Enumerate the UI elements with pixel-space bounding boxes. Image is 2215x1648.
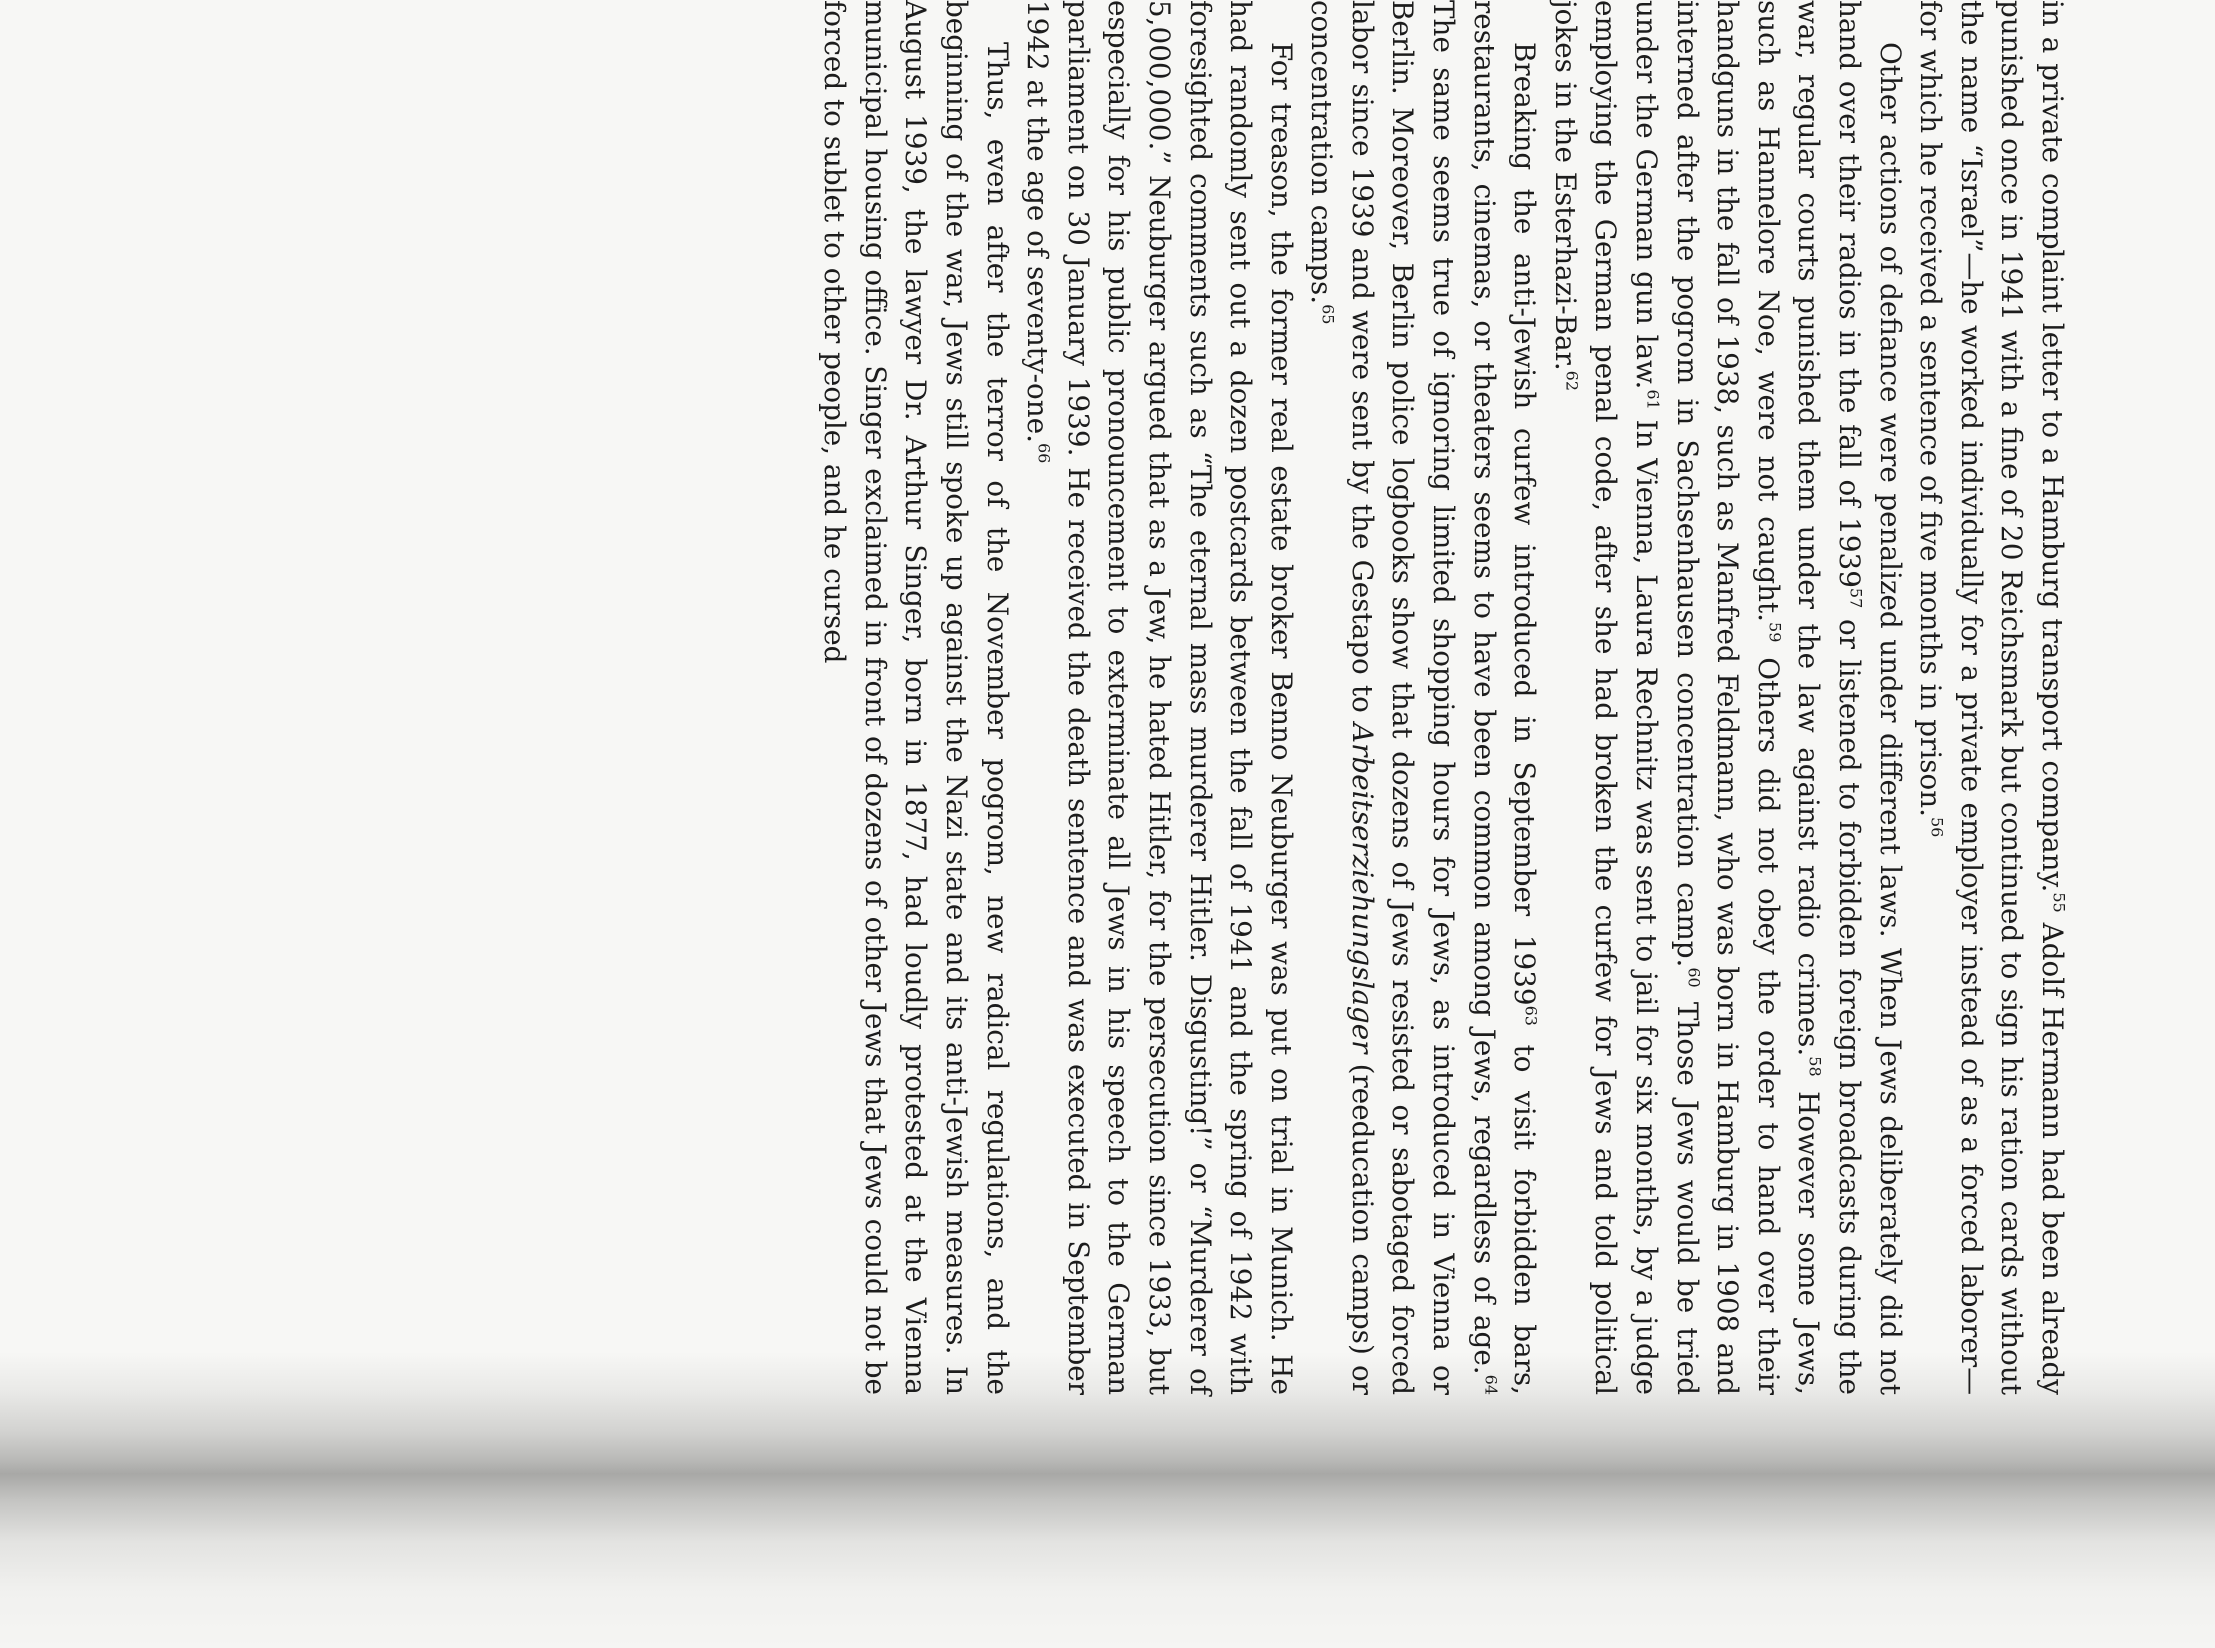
text-run: to visit forbidden bars, restaurants, cinemas, or theaters seems to have been common among Jews, regardless of age. <box>1467 0 1542 1395</box>
text-run: However some Jews, such as Hannelore Noe, were not caught. <box>1751 0 1826 1395</box>
text-run: Others did not obey the order to hand over their handguns in the fall of 1938, such as Manfred Feldmann, who was born in Hamburg in 1908 and interned after the pogrom in Sachsenhausen concentration camp. <box>1670 0 1785 1395</box>
page-text-block <box>232 0 2072 1395</box>
paragraph <box>814 0 1017 1395</box>
footnote-ref: 56 <box>1927 816 1947 838</box>
book-fold-shadow <box>0 1352 2215 1648</box>
footnote-ref: 64 <box>1480 1374 1500 1395</box>
italic-term: Arbeitserziehungslager <box>1345 723 1379 1054</box>
footnote-ref: 55 <box>2049 892 2069 913</box>
text-run: Those Jews would be tried under the German gun law. <box>1630 0 1704 1395</box>
paragraph <box>1910 0 2072 1395</box>
paragraph <box>1017 0 1301 1395</box>
footnote-ref: 60 <box>1683 967 1703 988</box>
text-run: The same seems true of ignoring limited shopping hours for Jews, as introduced in Vienna or Berlin. Moreover, Berlin police logbooks show that dozens of Jews resisted or sabotaged forced labor since 1939 and were sent by the Gestapo to <box>1345 0 1461 1395</box>
footnote-ref: 63 <box>1521 1005 1541 1026</box>
footnote-ref: 57 <box>1846 587 1866 609</box>
footnote-ref: 65 <box>1318 304 1338 325</box>
paragraph <box>1544 0 1909 1395</box>
text-run: in a private complaint letter to a Hamburg transport company. <box>2036 0 2069 893</box>
footnote-ref: 58 <box>1805 1056 1825 1077</box>
footnote-ref: 59 <box>1765 622 1785 643</box>
footnote-ref: 62 <box>1562 370 1582 392</box>
paragraph <box>1301 0 1545 1395</box>
text-run: Breaking the anti-Jewish curfew introduced in September 1939 <box>1508 42 1542 1006</box>
text-run: or listened to forbidden foreign broadcasts during the war, regular courts punished them under the law against radio crimes. <box>1792 0 1867 1395</box>
text-run: Other actions of defiance were penalized under different laws. When Jews deliberately did not hand over their radios in the fall of 1939 <box>1833 0 1907 1395</box>
footnote-ref: 61 <box>1643 389 1663 410</box>
text-run: In Vienna, Laura Rechnitz was sent to jail for six months, by a judge employing the German penal code, after she had broken the curfew for Jews and told political jokes in the Esterhazi-Bar. <box>1548 0 1664 1395</box>
text-run: For treason, the former real estate broker Benno Neuburger was put on trial in Munich. He had randomly sent out a dozen postcards between the fall of 1941 and the spring of 1942 with foresighted comments such as “The eternal mass murderer Hitler. Disgusting!” or “Murderer of 5,000,000.” Neuburger argued that as a Jew, he hated Hitler, for the persecution since 1933, but especially for his public pronouncement to exterminate all Jews in his speech to the German parliament on 30 January 1939. He received the death sentence and was executed in September 1942 at the age of seventy-one. <box>1021 0 1298 1395</box>
footnote-ref: 66 <box>1034 443 1054 464</box>
text-run: Thus, even after the terror of the November pogrom, new radical regulations, and the beginning of the war, Jews still spoke up against the Nazi state and its anti-Jewish measures. In August 1939, the lawyer Dr. Arthur Singer, born in 1877, had loudly protested at the Vienna municipal housing office. Singer exclaimed in front of dozens of other Jews that Jews could not be forced to sublet to other people, and he cursed <box>818 0 1014 1395</box>
text-run: (reeducation camps) or concentration camps. <box>1305 0 1379 1395</box>
text-run: Adolf Hermann had been already punished once in 1941 with a fine of 20 Reichsmark but continued to sign his ration cards without the name “Israel”—he worked individually for a private employer instead of as a forced laborer—for which he received a sentence of five months in prison. <box>1914 0 2069 1395</box>
